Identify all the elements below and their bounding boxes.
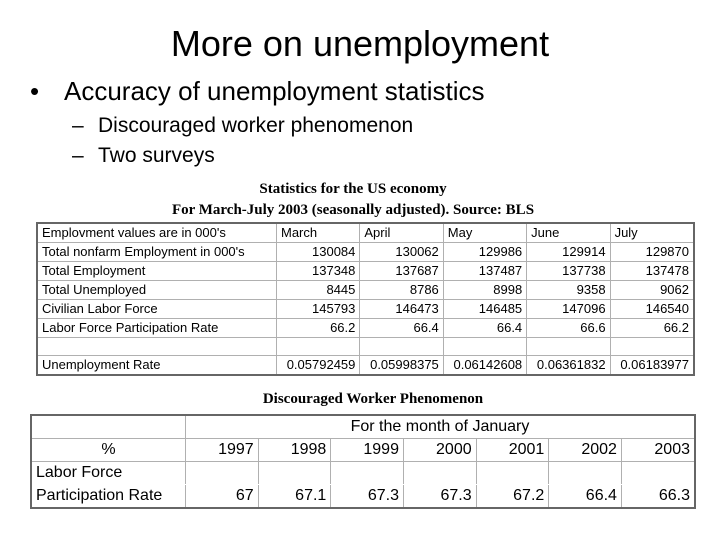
table-cell: 137478 [610,262,694,281]
table-cell: 0.05792459 [277,356,360,376]
empty-cell [610,338,694,356]
empty-cell [621,462,695,485]
row-label: Civilian Labor Force [37,300,277,319]
year-header-cell: 2001 [476,439,549,462]
row-label: Total Employment [37,262,277,281]
super-header-cell: For the month of January [186,415,696,439]
discouraged-caption: Discouraged Worker Phenomenon [262,391,484,407]
empty-cell [37,338,277,356]
table-cell: 0.06361832 [527,356,610,376]
empty-cell [31,415,186,439]
table-row [37,319,694,338]
header-cell: June [527,223,610,243]
empty-cell [549,462,622,485]
year-header-cell: 1997 [186,439,259,462]
table-cell: 66.4 [549,485,622,509]
stats-caption-title: Statistics for the US economy [259,181,447,197]
table-cell: 67.3 [403,485,476,509]
table-cell: 8445 [277,281,360,300]
year-header-cell: 1999 [331,439,404,462]
year-header-cell: 1998 [258,439,331,462]
table-cell: 67.2 [476,485,549,509]
table-row [37,300,694,319]
table-row [37,281,694,300]
empty-cell [331,462,404,485]
row-label: Labor Force [31,462,186,485]
table-cell: 67.3 [331,485,404,509]
table-cell: 8786 [360,281,443,300]
sub-bullet-dash: – [72,114,84,137]
table-header-row [37,223,694,243]
sub-bullet-surveys [72,142,215,170]
table-cell: 0.06142608 [443,356,526,376]
table-cell: 137738 [527,262,610,281]
table-row-unemployment-rate [37,356,694,376]
table-cell: 129986 [443,243,526,262]
table-cell: 137348 [277,262,360,281]
table-row [31,485,695,509]
table-cell: 146540 [610,300,694,319]
header-cell: April [360,223,443,243]
header-cell: July [610,223,694,243]
table-cell: 66.2 [610,319,694,338]
table-cell: 130062 [360,243,443,262]
table-row [37,243,694,262]
table-cell: 146473 [360,300,443,319]
empty-cell [443,338,526,356]
table-row [31,462,695,485]
year-header-cell: 2000 [403,439,476,462]
table-cell: 66.6 [527,319,610,338]
empty-cell [277,338,360,356]
table-cell: 146485 [443,300,526,319]
sub-bullet-dash: – [72,144,84,167]
slide-title: More on unemployment [170,23,550,64]
table-cell: 145793 [277,300,360,319]
stats-table [36,222,695,376]
table-cell: 9062 [610,281,694,300]
row-label: Total Unemployed [37,281,277,300]
table-row [37,262,694,281]
row-label: Unemployment Rate [37,356,277,376]
year-header-cell: 2002 [549,439,622,462]
table-cell: 130084 [277,243,360,262]
table-header-row [31,439,695,462]
table-cell: 66.2 [277,319,360,338]
sub-bullet-text: Discouraged worker phenomenon [98,114,414,137]
main-bullet [30,74,485,108]
main-bullet-text: Accuracy of unemployment statistics [64,76,485,106]
row-label: Participation Rate [31,485,186,509]
row-label: Total nonfarm Employment in 000's [37,243,277,262]
empty-cell [476,462,549,485]
table-super-header-row [31,415,695,439]
table-cell: 66.3 [621,485,695,509]
empty-cell [403,462,476,485]
table-cell: 8998 [443,281,526,300]
table-cell: 129870 [610,243,694,262]
empty-cell [186,462,259,485]
empty-cell [360,338,443,356]
empty-cell [258,462,331,485]
table-cell: 0.05998375 [360,356,443,376]
table-cell: 9358 [527,281,610,300]
empty-cell [527,338,610,356]
table-cell: 66.4 [360,319,443,338]
sub-bullet-discouraged [72,112,413,140]
stats-caption-source: For March-July 2003 (seasonally adjusted). Source: BLS [171,202,535,218]
table-cell: 67.1 [258,485,331,509]
table-cell: 137687 [360,262,443,281]
bullet-dot: • [30,76,40,106]
table-cell: 137487 [443,262,526,281]
table-cell: 147096 [527,300,610,319]
discouraged-table [30,414,696,509]
sub-bullet-text: Two surveys [98,144,215,167]
unit-header-cell: % [31,439,186,462]
table-cell: 129914 [527,243,610,262]
table-cell: 66.4 [443,319,526,338]
table-spacer-row [37,338,694,356]
header-cell: Emplovment values are in 000's [37,223,277,243]
header-cell: May [443,223,526,243]
year-header-cell: 2003 [621,439,695,462]
table-cell: 67 [186,485,259,509]
header-cell: March [277,223,360,243]
row-label: Labor Force Participation Rate [37,319,277,338]
table-cell: 0.06183977 [610,356,694,376]
